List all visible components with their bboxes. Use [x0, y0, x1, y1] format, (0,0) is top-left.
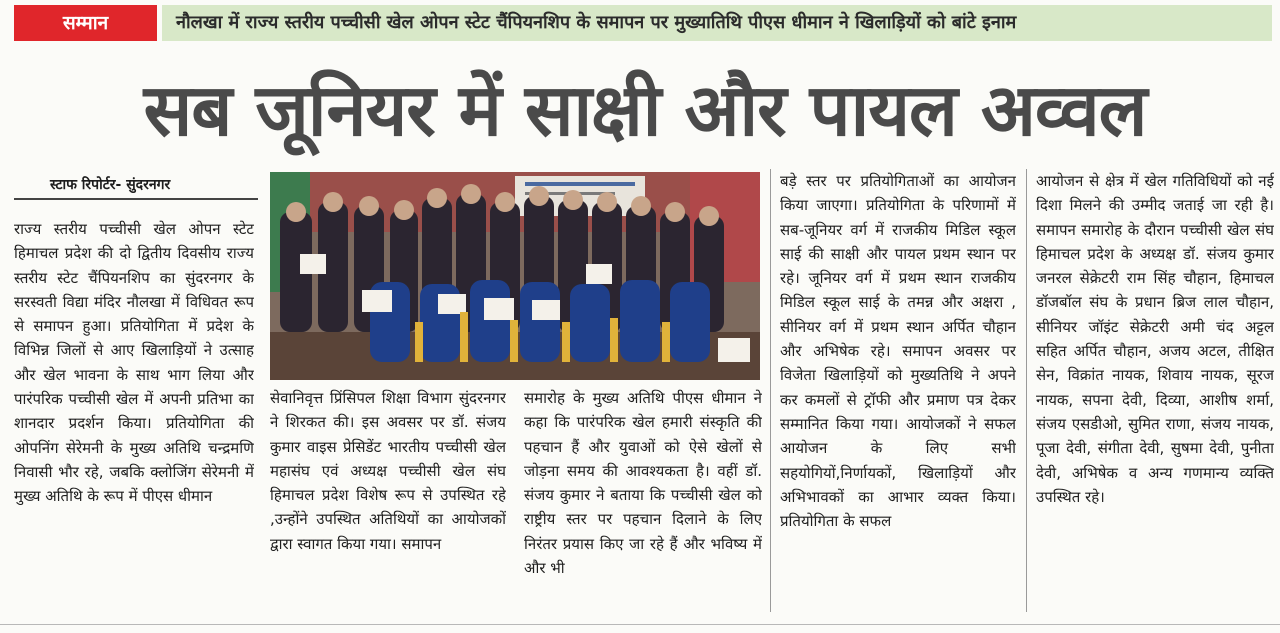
- section-tag: सम्मान: [14, 5, 157, 41]
- byline-block: [14, 172, 258, 198]
- article-column-1: [14, 217, 254, 612]
- news-photo: [270, 172, 760, 380]
- column-3-text: समारोह के मुख्य अतिथि पीएस धीमान ने कहा कि पारंपरिक खेल हमारी संस्कृति की पहचान हैं और युवाओं को ऐसे खेलों से जोड़ना समय की आवश्यकता है। वहीं डॉ. संजय कुमार ने बताया कि पच्चीसी खेल को राष्ट्रीय स्तर पर पहचान दिलाने के लिए निरंतर प्रयास किए जा रहे हैं और भविष्य में और भी: [524, 389, 762, 578]
- column-4-text: बड़े स्तर पर प्रतियोगिताओं का आयोजन किया जाएगा। प्रतियोगिता के परिणामों में सब-जूनियर वर्ग में राजकीय मिडिल स्कूल साई की साक्षी और पायल प्रथम स्थान पर रहे। जूनियर वर्ग में प्रथम स्थान राजकीय मिडिल स्कूल साई के तमन्न और अक्षरा , सीनियर वर्ग में प्रथम स्थान अर्पित चौहान और अभिषेक रहे। समापन अवसर पर विजेता खिलाड़ियों को मुख्यतिथि ने अपने कर कमलों से ट्रॉफी और प्रमाण पत्र देकर सम्मानित किया गया। आयोजकों ने सफल आयोजन के लिए सभी सहयोगियों,निर्णायकों, खिलाड़ियों और अभिभावकों का आभार व्यक्त किया। प्रतियोगिता के सफल: [780, 172, 1016, 531]
- column-1-text: राज्य स्तरीय पच्चीसी खेल ओपन स्टेट हिमाचल प्रदेश की दो द्वितीय दिवसीय राज्य स्तरीय स्टेट चैंपियनशिप का सुंदरनगर के सरस्वती विद्या मंदिर नौलखा में विधिवत रूप से समापन हुआ। प्रतियोगिता में प्रदेश के विभिन्न जिलों से आए खिलाड़ियों ने उत्साह और खेल भावना के साथ भाग लिया और पारंपरिक पच्चीसी खेल में अपनी प्रतिभा का शानदार प्रदर्शन किया। प्रतियोगिता की ओपनिंग सेरेमनी के मुख्य अतिथि चन्द्रमणि निवासी भौर रहे, जबकि क्लोजिंग सेरेमनी में मुख्य अतिथि के रूप में पीएस धीमान: [14, 220, 254, 506]
- article-column-5: [1036, 169, 1274, 612]
- column-divider: [770, 169, 771, 612]
- headline: सब जूनियर में साक्षी और पायल अव्वल: [143, 68, 1147, 152]
- group-photo-illustration: [270, 172, 760, 380]
- byline-rule: [14, 198, 258, 200]
- byline: स्टाफ रिपोर्टर- सुंदरनगर: [50, 177, 171, 193]
- top-banner: [0, 0, 1280, 42]
- bottom-rule: [0, 624, 1280, 625]
- article-column-2: [270, 386, 506, 612]
- article-column-3: [524, 386, 762, 612]
- column-2-text: सेवानिवृत्त प्रिंसिपल शिक्षा विभाग सुंदरनगर ने शिरकत की। इस अवसर पर डॉ. संजय कुमार वाइस प्रेसिडेंट भारतीय पच्चीसी खेल महासंघ एवं अध्यक्ष पच्चीसी खेल संघ हिमाचल प्रदेश विशेष रूप से उपस्थित रहे ,उन्होंने उपस्थित अतिथियों का आयोजकों द्वारा स्वागत किया गया। समापन: [270, 389, 506, 553]
- column-divider: [1026, 169, 1027, 612]
- kicker-strap: नौलखा में राज्य स्तरीय पच्चीसी खेल ओपन स्टेट चैंपियनशिप के समापन पर मुख्यातिथि पीएस धीमान ने खिलाड़ियों को बांटे इनाम: [162, 5, 1272, 41]
- column-5-text: आयोजन से क्षेत्र में खेल गतिविधियों को नई दिशा मिलने की उम्मीद जताई जा रही है। समापन समारोह के दौरान पच्चीसी खेल संघ हिमाचल प्रदेश के अध्यक्ष डॉ. संजय कुमार जनरल सेक्रेटरी राम सिंह चौहान, हिमाचल डॉजबॉल संघ के प्रधान ब्रिज लाल चौहान, सीनियर जॉइंट सेक्रेटरी अमी चंद अट्टल सहित अर्पित चौहान, अजय अटल, तीक्षित सेन, विक्रांत नायक, शिवाय नायक, सूरज नायक, सपना देवी, दिव्या, आशीष शर्मा, संजय एसडीओ, सुमित राणा, संजय नायक, पूजा देवी, संगीता देवी, सुषमा देवी, पुनीता देवी, अभिषेक व अन्य गणमान्य व्यक्ति उपस्थित रहे।: [1036, 172, 1274, 506]
- article-column-4: [780, 169, 1016, 612]
